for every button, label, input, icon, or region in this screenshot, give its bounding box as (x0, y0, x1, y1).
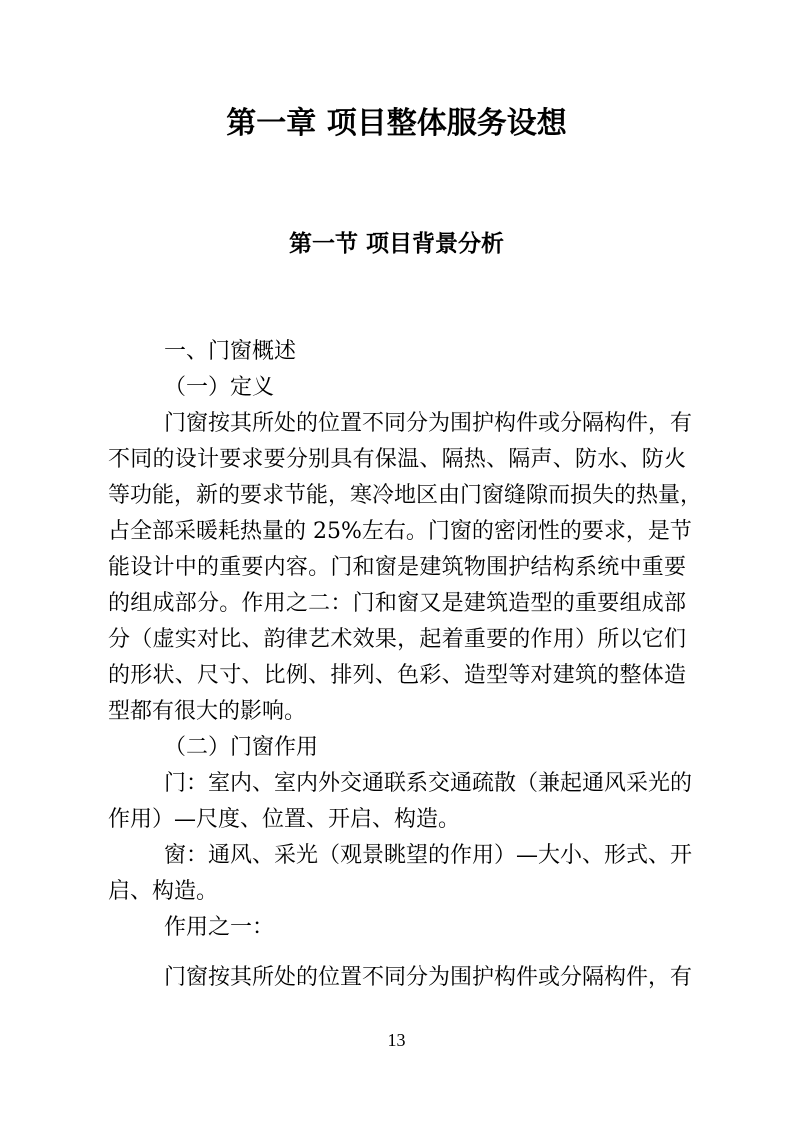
text-line: 不同的设计要求要分别具有保温、隔热、隔声、防水、防火 (108, 447, 686, 472)
text-line: 能设计中的重要内容。门和窗是建筑物围护结构系统中重要 (108, 555, 686, 580)
text-line: 的组成部分。作用之二：门和窗又是建筑造型的重要组成部 (108, 591, 686, 616)
text-line: 门窗按其所处的位置不同分为围护构件或分隔构件，有 (164, 965, 693, 990)
chapter-title: 第一章 项目整体服务设想 (226, 106, 567, 141)
text-line: 分（虚实对比、韵律艺术效果，起着重要的作用）所以它们 (108, 627, 686, 652)
body-text (108, 334, 703, 996)
text-line: 的形状、尺寸、比例、排列、色彩、造型等对建筑的整体造 (108, 663, 686, 688)
text-line: 启、构造。 (108, 879, 219, 904)
text-line: 一、门窗概述 (164, 339, 297, 364)
text-line: 门：室内、室内外交通联系交通疏散（兼起通风采光的 (164, 771, 693, 796)
text-line: 门窗按其所处的位置不同分为围护构件或分隔构件，有 (164, 411, 693, 436)
text-line: （二）门窗作用 (164, 735, 319, 760)
text-line: 占全部采暖耗热量的 25%左右。门窗的密闭性的要求，是节 (108, 519, 692, 544)
page-number: 13 (387, 1030, 406, 1050)
text-line: 等功能，新的要求节能，寒冷地区由门窗缝隙而损失的热量， (108, 483, 703, 508)
text-line: 型都有很大的影响。 (108, 699, 307, 724)
text-line: 作用）—尺度、位置、开启、构造。 (108, 807, 461, 832)
section-title: 第一节 项目背景分析 (288, 230, 504, 257)
text-line: 窗：通风、采光（观景眺望的作用）—大小、形式、开 (164, 843, 693, 868)
text-line: （一）定义 (164, 375, 275, 400)
text-line: 作用之一： (164, 915, 275, 940)
